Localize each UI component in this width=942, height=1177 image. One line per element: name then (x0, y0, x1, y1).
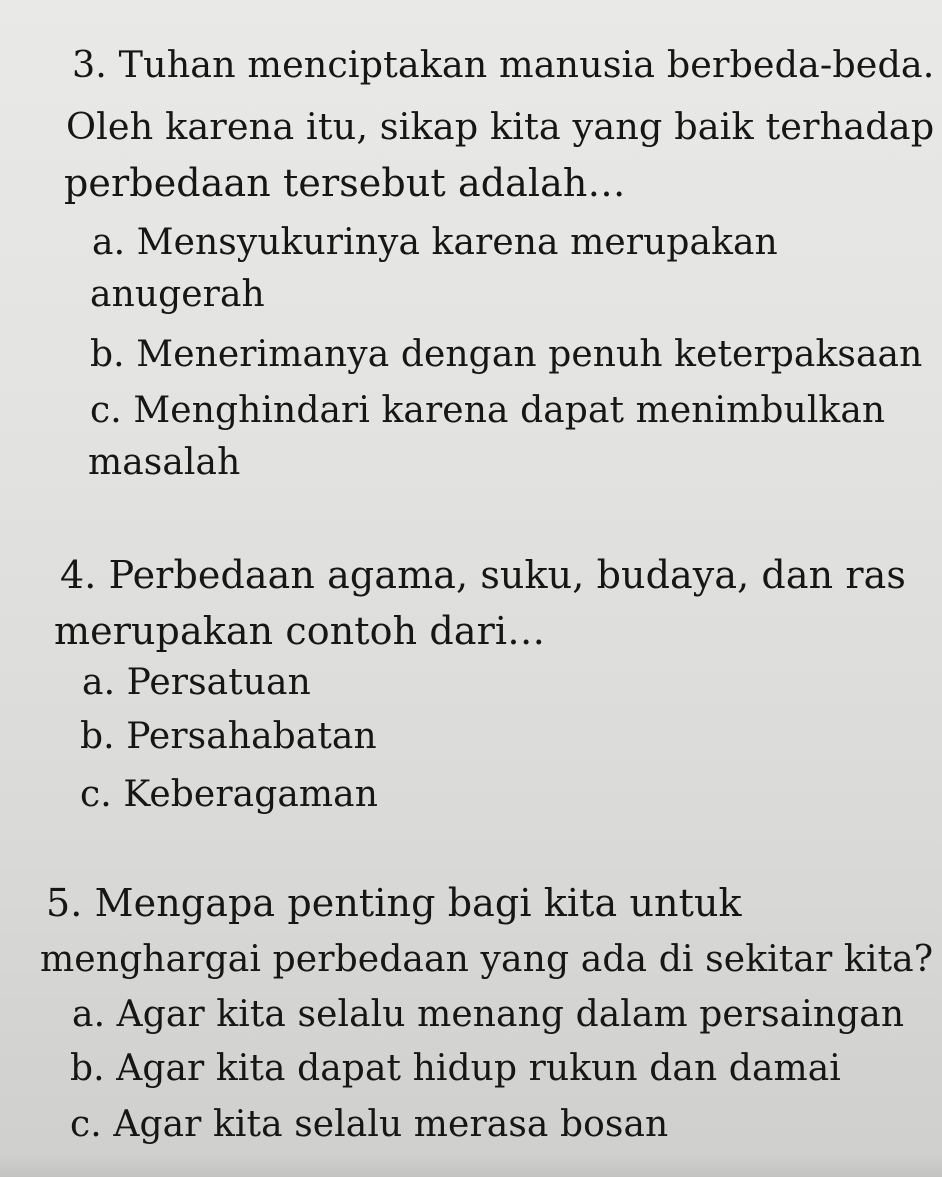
question-4-option-a: a. Persatuan (82, 662, 311, 703)
question-3-line-3: perbedaan tersebut adalah… (64, 161, 626, 205)
question-3-option-c-cont: masalah (88, 442, 241, 483)
question-3-line-1: 3. Tuhan menciptakan manusia berbeda-beda. (72, 43, 935, 86)
question-4-option-b: b. Persahabatan (80, 716, 377, 757)
question-5-option-b: b. Agar kita dapat hidup rukun dan damai (70, 1048, 841, 1089)
question-5-line-1: 5. Mengapa penting bagi kita untuk (46, 881, 742, 925)
question-5-line-2: menghargai perbedaan yang ada di sekitar kita? (40, 938, 934, 980)
question-3-line-2: Oleh karena itu, sikap kita yang baik terhadap (66, 105, 935, 148)
photo-shadow (0, 1155, 942, 1177)
question-3-option-b: b. Menerimanya dengan penuh keterpaksaan (90, 334, 923, 375)
question-4-option-c: c. Keberagaman (80, 774, 378, 815)
question-4-line-1: 4. Perbedaan agama, suku, budaya, dan ras (60, 553, 906, 597)
question-4-line-2: merupakan contoh dari… (54, 609, 546, 653)
question-3-option-c: c. Menghindari karena dapat menimbulkan (90, 390, 886, 431)
question-3-option-a: a. Mensyukurinya karena merupakan (92, 222, 778, 263)
question-5-option-c: c. Agar kita selalu merasa bosan (70, 1104, 669, 1145)
question-3-option-a-cont: anugerah (90, 274, 265, 315)
question-5-option-a: a. Agar kita selalu menang dalam persaingan (72, 994, 905, 1035)
